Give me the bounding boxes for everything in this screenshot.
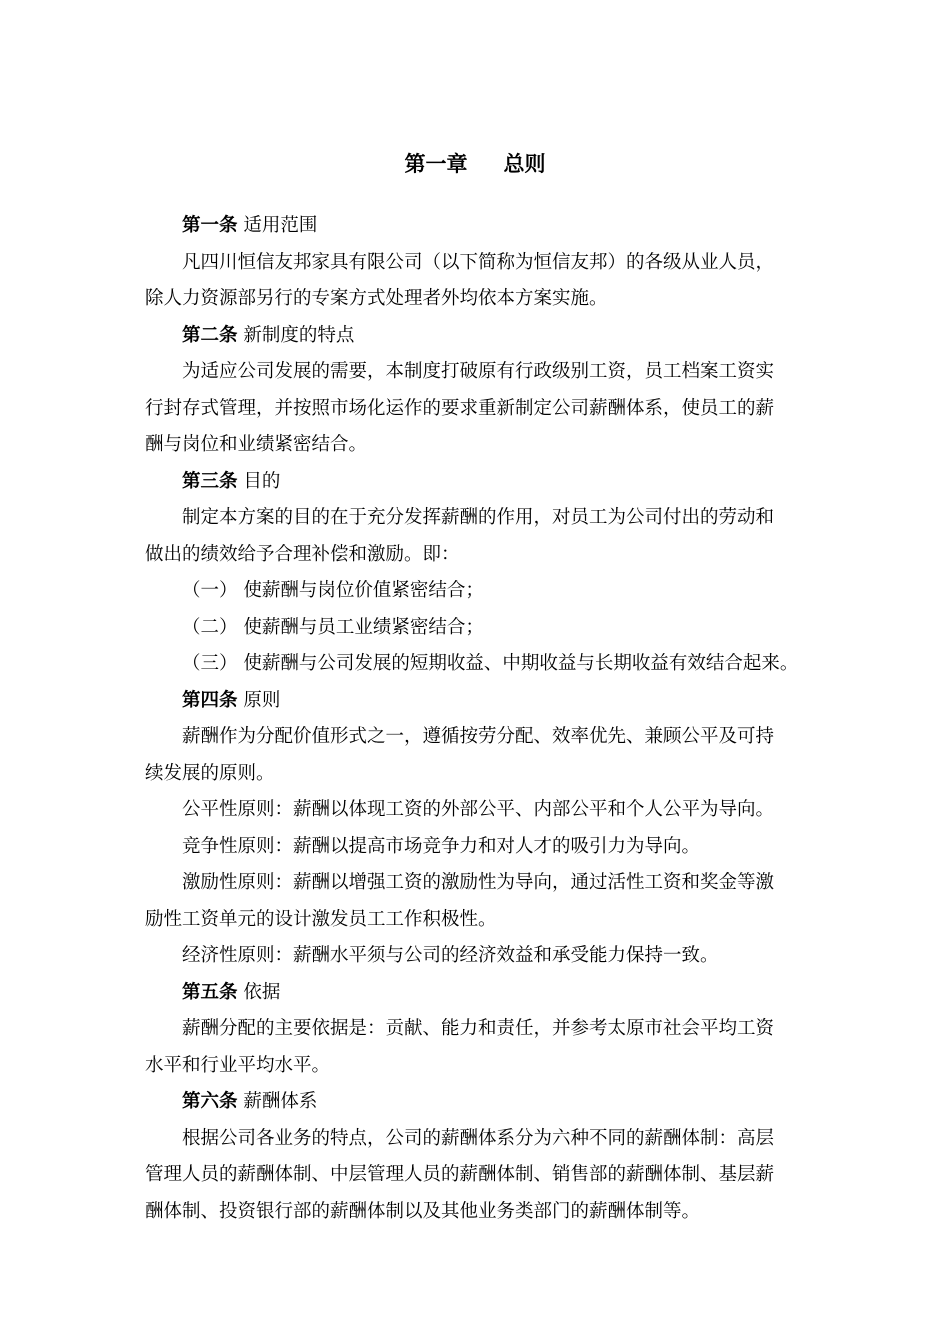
paragraph-line: 为适应公司发展的需要，本制度打破原有行政级别工资，员工档案工资实	[182, 361, 775, 382]
paragraph-line: 制定本方案的目的在于充分发挥薪酬的作用，对员工为公司付出的劳动和	[182, 507, 775, 528]
article-2-heading	[182, 323, 842, 349]
paragraph-line: 行封存式管理，并按照市场化运作的要求重新制定公司薪酬体系，使员工的薪	[145, 398, 775, 419]
list-item-number: （三）	[182, 653, 238, 674]
principle-line: 励性工资单元的设计激发员工工作积极性。	[145, 909, 497, 930]
article-number: 第三条	[182, 471, 238, 492]
paragraph-line: 做出的绩效给予合理补偿和激励。即：	[145, 544, 460, 565]
article-number: 第一条	[182, 215, 238, 236]
list-item-text: 使薪酬与员工业绩紧密结合；	[243, 617, 484, 638]
paragraph-line: 酬与岗位和业绩紧密结合。	[145, 434, 368, 455]
article-title: 原则	[243, 690, 281, 711]
chapter-title	[0, 148, 950, 178]
paragraph-line: 根据公司各业务的特点，公司的薪酬体系分为六种不同的薪酬体制：高层	[182, 1128, 775, 1149]
article-number: 第四条	[182, 690, 238, 711]
paragraph-line: 管理人员的薪酬体制、中层管理人员的薪酬体制、销售部的薪酬体制、基层薪	[145, 1164, 775, 1185]
chapter-number: 第一章	[404, 151, 468, 176]
article-title: 薪酬体系	[243, 1091, 318, 1112]
article-number: 第六条	[182, 1091, 238, 1112]
article-title: 目的	[243, 471, 281, 492]
principle-line: 竞争性原则：薪酬以提高市场竞争力和对人才的吸引力为导向。	[182, 836, 701, 857]
paragraph-line: 酬体制、投资银行部的薪酬体制以及其他业务类部门的薪酬体制等。	[145, 1201, 701, 1222]
article-title: 新制度的特点	[243, 325, 355, 346]
principle-line: 公平性原则：薪酬以体现工资的外部公平、内部公平和个人公平为导向。	[182, 799, 775, 820]
principle-line: 激励性原则：薪酬以增强工资的激励性为导向，通过活性工资和奖金等激	[182, 872, 775, 893]
article-number: 第五条	[182, 982, 238, 1003]
chapter-name: 总则	[503, 151, 546, 176]
paragraph-line: 薪酬作为分配价值形式之一，遵循按劳分配、效率优先、兼顾公平及可持	[182, 726, 775, 747]
principle-line: 经济性原则：薪酬水平须与公司的经济效益和承受能力保持一致。	[182, 945, 719, 966]
article-title: 依据	[243, 982, 281, 1003]
paragraph-line: 除人力资源部另行的专案方式处理者外均依本方案实施。	[145, 288, 608, 309]
article-number: 第二条	[182, 325, 238, 346]
article-6-heading	[182, 1089, 842, 1115]
article-3-heading	[182, 469, 842, 495]
list-item-text: 使薪酬与公司发展的短期收益、中期收益与长期收益有效结合起来。	[243, 653, 799, 674]
list-item	[182, 578, 842, 604]
list-item-text: 使薪酬与岗位价值紧密结合；	[243, 580, 484, 601]
paragraph-line: 凡四川恒信友邦家具有限公司（以下简称为恒信友邦）的各级从业人员，	[182, 252, 775, 273]
article-1-heading	[182, 213, 842, 239]
paragraph-line: 续发展的原则。	[145, 763, 275, 784]
list-item-number: （一）	[182, 580, 238, 601]
paragraph-line: 薪酬分配的主要依据是：贡献、能力和责任，并参考太原市社会平均工资	[182, 1018, 775, 1039]
paragraph-line: 水平和行业平均水平。	[145, 1055, 331, 1076]
article-title: 适用范围	[243, 215, 318, 236]
article-5-heading	[182, 980, 842, 1006]
list-item	[182, 651, 842, 677]
list-item	[182, 615, 842, 641]
article-4-heading	[182, 688, 842, 714]
list-item-number: （二）	[182, 617, 238, 638]
